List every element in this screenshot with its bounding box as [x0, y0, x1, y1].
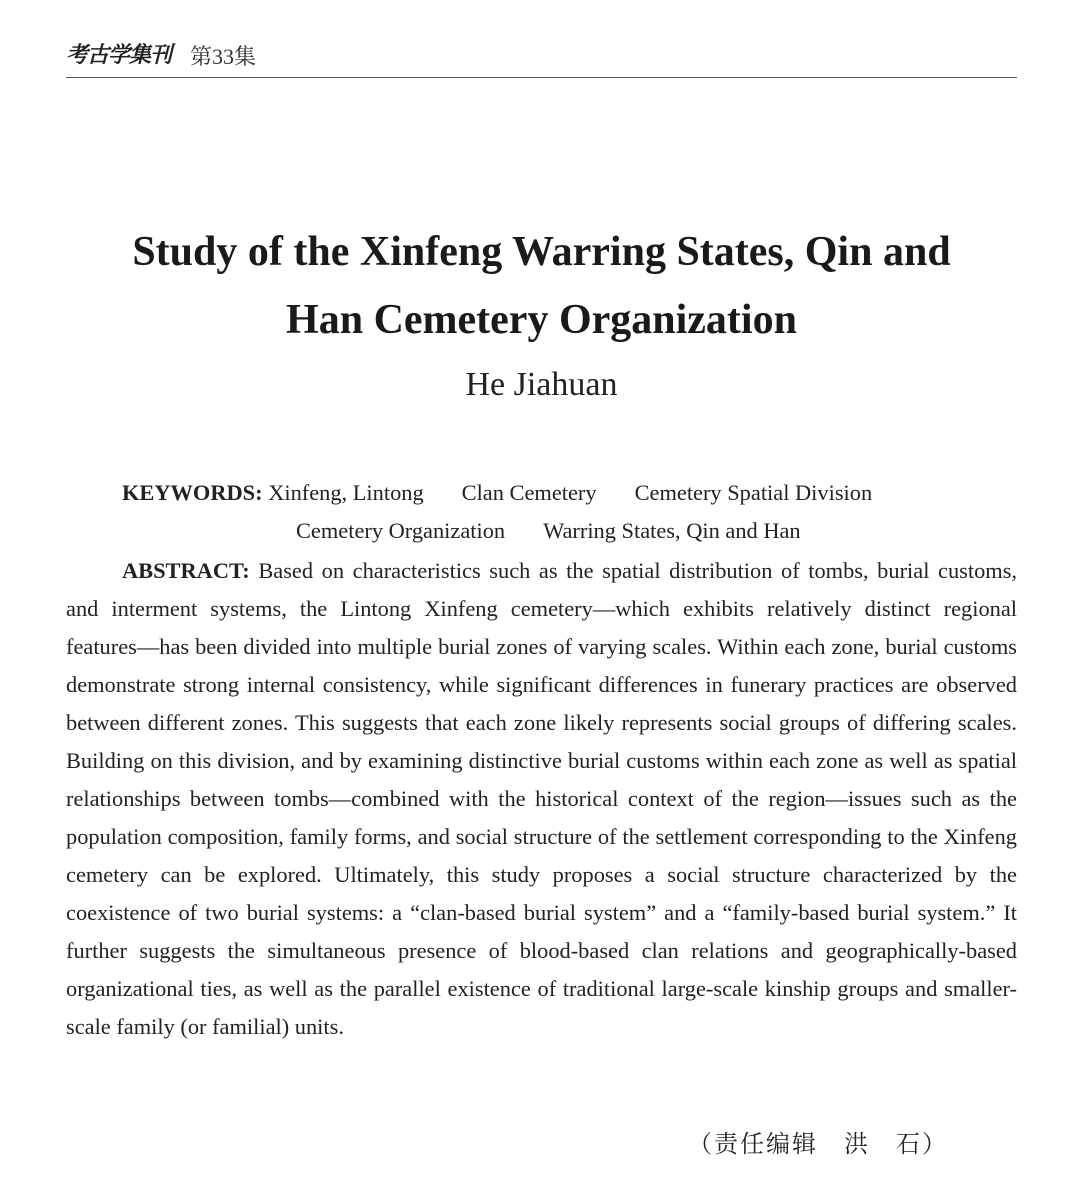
keywords-label: KEYWORDS: — [122, 480, 263, 505]
abstract-label: ABSTRACT: — [122, 558, 250, 583]
keyword: Cemetery Spatial Division — [634, 480, 873, 505]
keyword: Cemetery Organization — [296, 518, 506, 543]
keywords-line-2 — [296, 518, 801, 544]
keywords-line-1 — [122, 480, 872, 506]
abstract-text: Based on characteristics such as the spatial distribution of tombs, burial customs, and interment systems, the Lintong Xinfeng cemetery—which exhibits relatively distinct regional features—has been divided into multiple burial zones of varying scales. Within each zone, burial customs demonstrate strong internal consistency, while significant differences in funerary practices are observed between different zones. This suggests that each zone likely represents social groups of differing scales. Building on this division, and by examining distinctive burial customs within each zone as well as spatial relationships between tombs—combined with the historical context of the region—issues such as the population composition, family forms, and social structure of the settlement corresponding to the Xinfeng cemetery can be explored. Ultimately, this study proposes a social structure characterized by the coexistence of two burial systems: a “clan-based burial system” and a “family-based burial system.” It further suggests the simultaneous presence of blood-based clan relations and geographically-based organizational ties, as well as the parallel existence of traditional large-scale kinship groups and smaller-scale family (or familial) units. — [66, 558, 1017, 1039]
article-title — [66, 218, 1017, 354]
keyword: Warring States, Qin and Han — [543, 518, 801, 543]
running-header — [66, 36, 1017, 78]
editor-note: （责任编辑 洪 石） — [688, 1130, 948, 1158]
keyword: Xinfeng, Lintong — [268, 480, 424, 505]
author-name: He Jiahuan — [465, 366, 618, 403]
title-line-1: Study of the Xinfeng Warring States, Qin and — [132, 229, 951, 275]
abstract-paragraph — [66, 552, 1017, 1046]
title-line-2: Han Cemetery Organization — [286, 297, 797, 343]
journal-name: 考古学集刊 — [66, 42, 172, 68]
issue-number: 第33集 — [190, 44, 257, 69]
keyword: Clan Cemetery — [461, 480, 597, 505]
